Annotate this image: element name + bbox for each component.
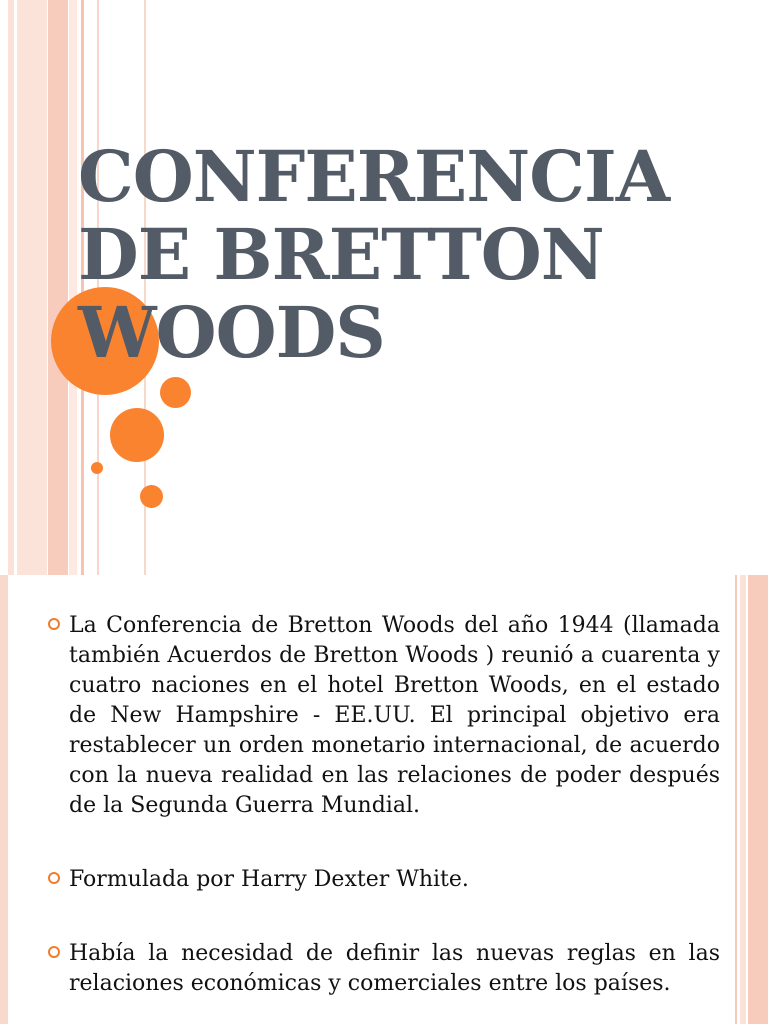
stripe-decoration (748, 575, 768, 1024)
bullet-item (48, 611, 720, 821)
bullet-item (48, 939, 720, 999)
circle-bullet-icon (48, 872, 60, 884)
bullet-text: Había la necesidad de definir las nuevas reglas en las relaciones económicas y comerciales entre los países. (69, 941, 720, 996)
content-slide (0, 575, 768, 1024)
bullet-list (48, 611, 720, 1024)
stripe-decoration (69, 0, 77, 575)
decorative-circle-tiny (91, 462, 103, 474)
stripe-decoration (0, 575, 8, 1024)
decorative-circle-small (140, 485, 163, 508)
bullet-text: La Conferencia de Bretton Woods del año 1944 (llamada también Acuerdos de Bretton Woods ) reunió a cuarenta y cuatro naciones en el hotel Bretton Woods, en el estado de New Hampshire - EE.UU. El principal objetivo era restablecer un orden monetario internacional, de acuerdo con la nueva realidad en las relaciones de poder después de la Segunda Guerra Mundial. (69, 613, 720, 818)
decorative-circle-small (160, 377, 191, 408)
stripe-decoration (735, 575, 737, 1024)
stripe-decoration (17, 0, 47, 575)
stripe-decoration (8, 0, 14, 575)
circle-bullet-icon (48, 946, 60, 958)
stripe-decoration (740, 575, 746, 1024)
bullet-item (48, 865, 720, 895)
circle-bullet-icon (48, 618, 60, 630)
decorative-circle-medium (110, 408, 164, 462)
bullet-text: Formulada por Harry Dexter White. (69, 867, 469, 892)
slide-title: CONFERENCIA DE BRETTON WOODS (78, 135, 670, 374)
stripe-decoration (48, 0, 68, 575)
